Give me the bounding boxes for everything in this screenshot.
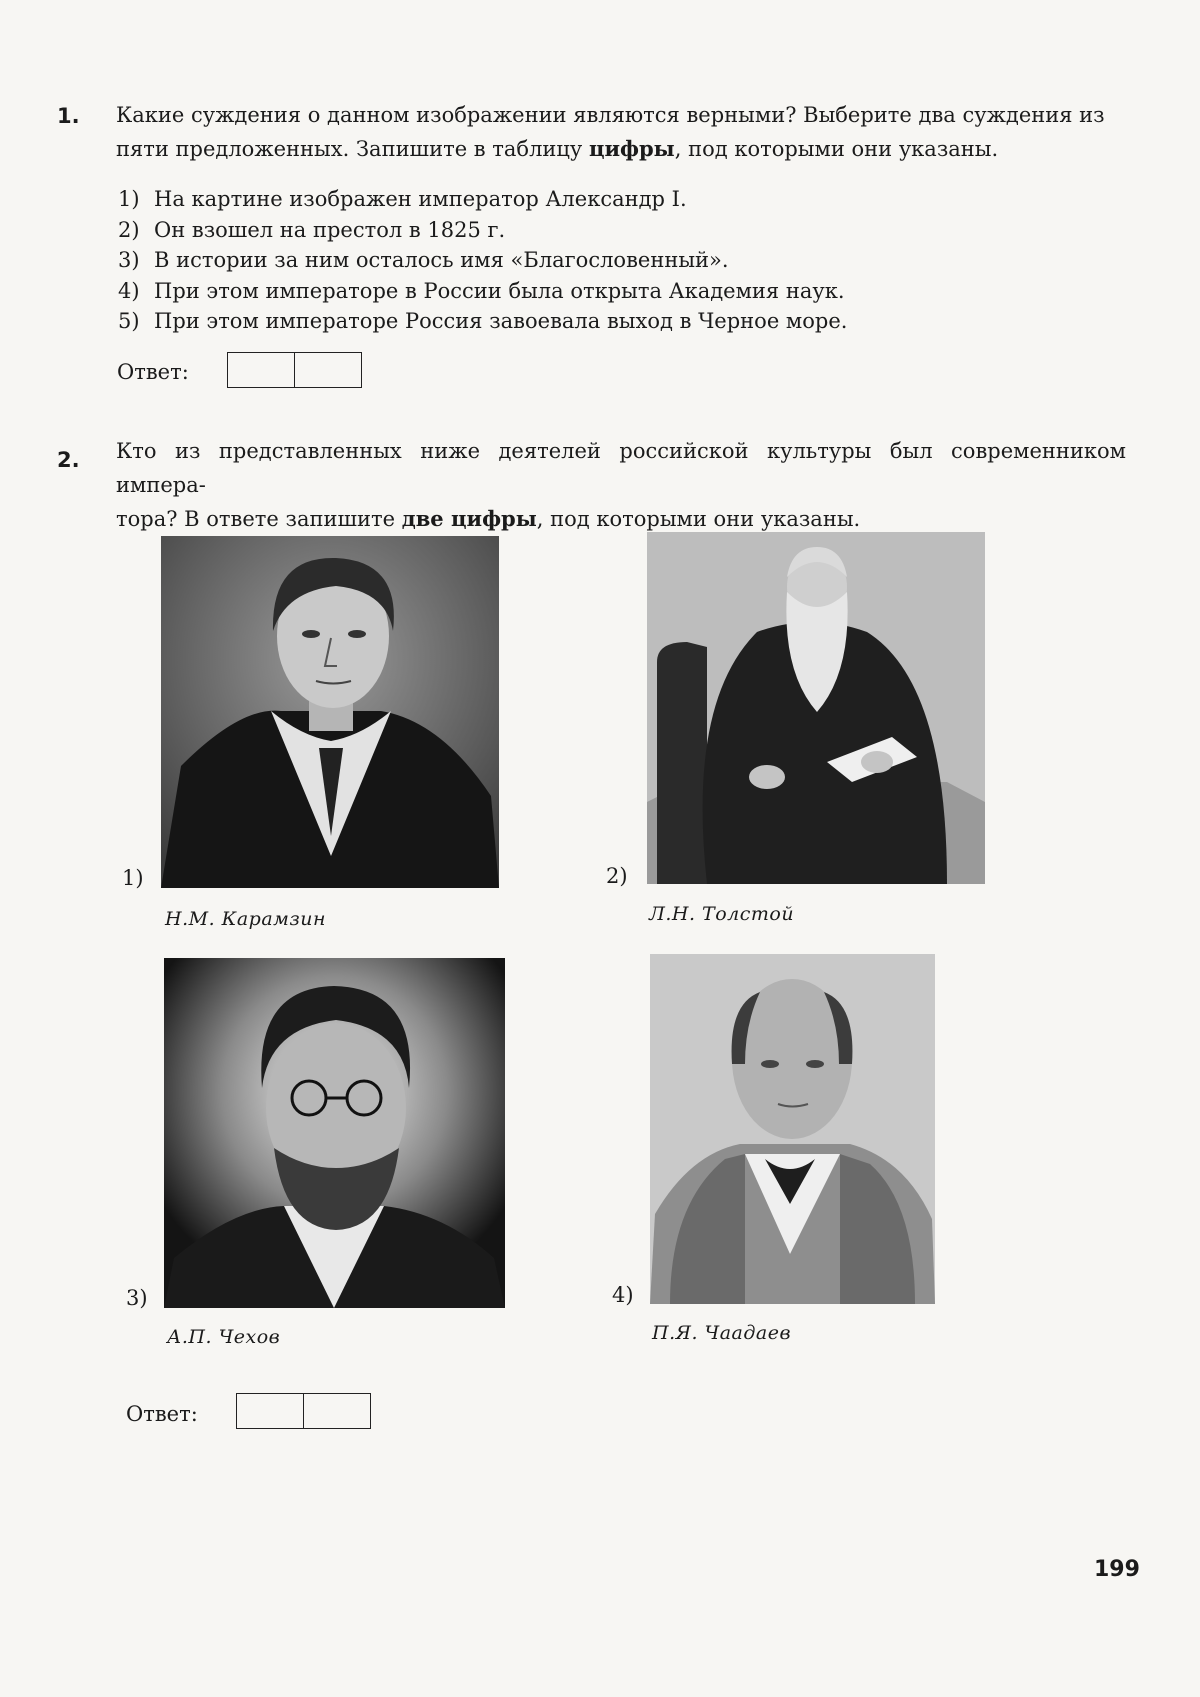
answer-cell-2[interactable] — [303, 1394, 370, 1428]
question-2-line2: тора? В ответе запишите две цифры, под которыми они указаны. — [116, 506, 861, 531]
question-1-answer-box[interactable] — [227, 352, 362, 388]
question-2-text — [116, 434, 1126, 536]
portrait-chaadaev — [650, 954, 935, 1304]
portrait-1-number: 1) — [122, 866, 144, 890]
portrait-tolstoy — [647, 532, 985, 884]
option-1: 1) На картине изображен император Александр I. — [118, 187, 687, 211]
question-2-answer-box[interactable] — [236, 1393, 371, 1429]
portrait-3-caption: А.П. Чехов — [167, 1326, 281, 1348]
portrait-4-caption: П.Я. Чаадаев — [652, 1322, 792, 1344]
question-2-answer-label: Ответ: — [126, 1402, 198, 1426]
answer-cell-1[interactable] — [228, 353, 294, 387]
portrait-chekhov — [164, 958, 505, 1308]
question-1-options — [118, 184, 847, 337]
question-1-text — [116, 98, 1126, 166]
question-1-line2: пяти предложенных. Запишите в таблицу цифры, под которыми они указаны. — [116, 136, 999, 161]
question-2-line1: Кто из представленных ниже деятелей российской культуры был современником импера- — [116, 439, 1126, 497]
question-1-line1: Какие суждения о данном изображении являются верными? Выберите два суждения из — [116, 103, 1105, 127]
option-3: 3) В истории за ним осталось имя «Благословенный». — [118, 248, 729, 272]
question-1-answer-label: Ответ: — [117, 360, 189, 384]
portrait-3-number: 3) — [126, 1286, 148, 1310]
question-1-number: 1. — [57, 104, 80, 128]
page-number: 199 — [1094, 1557, 1140, 1582]
option-5: 5) При этом императоре Россия завоевала выход в Черное море. — [118, 309, 848, 333]
portrait-karamzin — [161, 536, 499, 888]
answer-cell-1[interactable] — [237, 1394, 303, 1428]
option-2: 2) Он взошел на престол в 1825 г. — [118, 217, 506, 242]
portrait-2-number: 2) — [606, 864, 628, 888]
option-4: 4) При этом императоре в России была открыта Академия наук. — [118, 278, 845, 303]
portrait-2-caption: Л.Н. Толстой — [649, 903, 795, 925]
portrait-4-number: 4) — [612, 1283, 634, 1307]
question-2-number: 2. — [57, 448, 80, 472]
answer-cell-2[interactable] — [294, 353, 361, 387]
portrait-1-caption: Н.М. Карамзин — [165, 908, 327, 930]
